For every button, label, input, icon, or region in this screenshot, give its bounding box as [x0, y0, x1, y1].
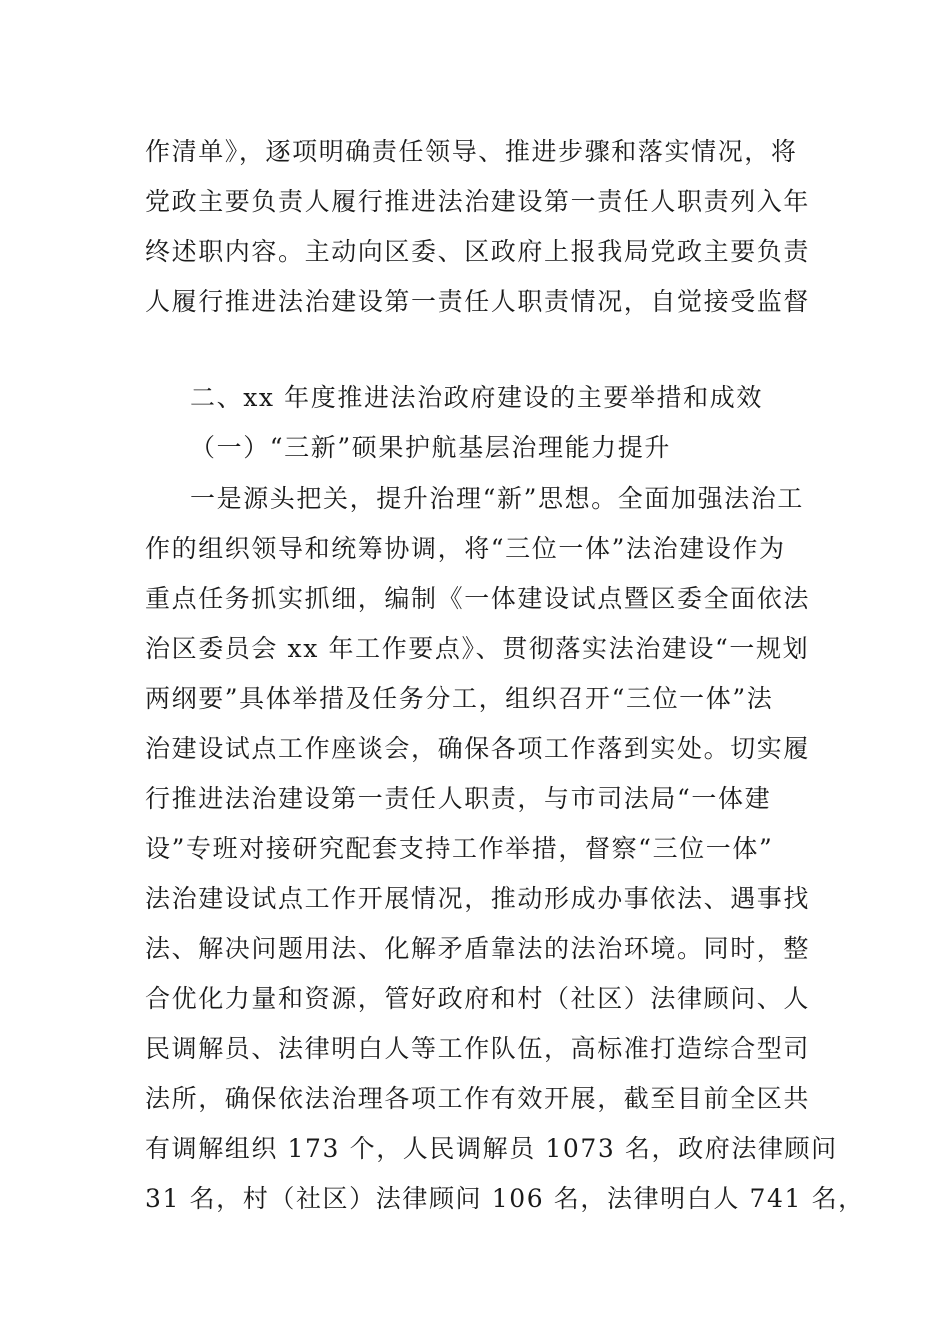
section-heading: 二、xx 年度推进法治政府建设的主要举措和成效 [190, 383, 763, 412]
text-line: 31 名，村（社区）法律顾问 106 名，法律明白人 741 名， [145, 1184, 865, 1213]
text-line: 有调解组织 173 个，人民调解员 1073 名，政府法律顾问 [145, 1134, 838, 1163]
text-line: 合优化力量和资源，管好政府和村（社区）法律顾问、人 [145, 984, 811, 1013]
text-line: 法、解决问题用法、化解矛盾靠法的法治环境。同时，整 [145, 934, 811, 963]
subsection-heading: （一）“三新”硕果护航基层治理能力提升 [190, 433, 671, 462]
text-line: 行推进法治建设第一责任人职责，与市司法局“一体建 [145, 784, 772, 813]
text-line: 终述职内容。主动向区委、区政府上报我局党政主要负责 [145, 237, 811, 266]
text-line: 两纲要”具体举措及任务分工，组织召开“三位一体”法 [145, 684, 774, 713]
text-line: 重点任务抓实抓细，编制《一体建设试点暨区委全面依法 [145, 584, 811, 613]
text-line: 党政主要负责人履行推进法治建设第一责任人职责列入年 [145, 187, 811, 216]
text-line: 治区委员会 xx 年工作要点》、贯彻落实法治建设“一规划 [145, 634, 810, 663]
text-line: 设”专班对接研究配套支持工作举措，督察“三位一体” [145, 834, 774, 863]
text-line: 法治建设试点工作开展情况，推动形成办事依法、遇事找 [145, 884, 811, 913]
text-line: 治建设试点工作座谈会，确保各项工作落到实处。切实履 [145, 734, 811, 763]
text-line: 一是源头把关，提升治理“新”思想。全面加强法治工 [190, 484, 804, 513]
text-line: 法所，确保依法治理各项工作有效开展，截至目前全区共 [145, 1084, 811, 1113]
text-line: 民调解员、法律明白人等工作队伍，高标准打造综合型司 [145, 1034, 811, 1063]
text-line: 作清单》，逐项明确责任领导、推进步骤和落实情况，将 [145, 137, 798, 166]
text-line: 人履行推进法治建设第一责任人职责情况，自觉接受监督 [145, 287, 811, 316]
text-line: 作的组织领导和统筹协调，将“三位一体”法治建设作为 [145, 534, 786, 563]
